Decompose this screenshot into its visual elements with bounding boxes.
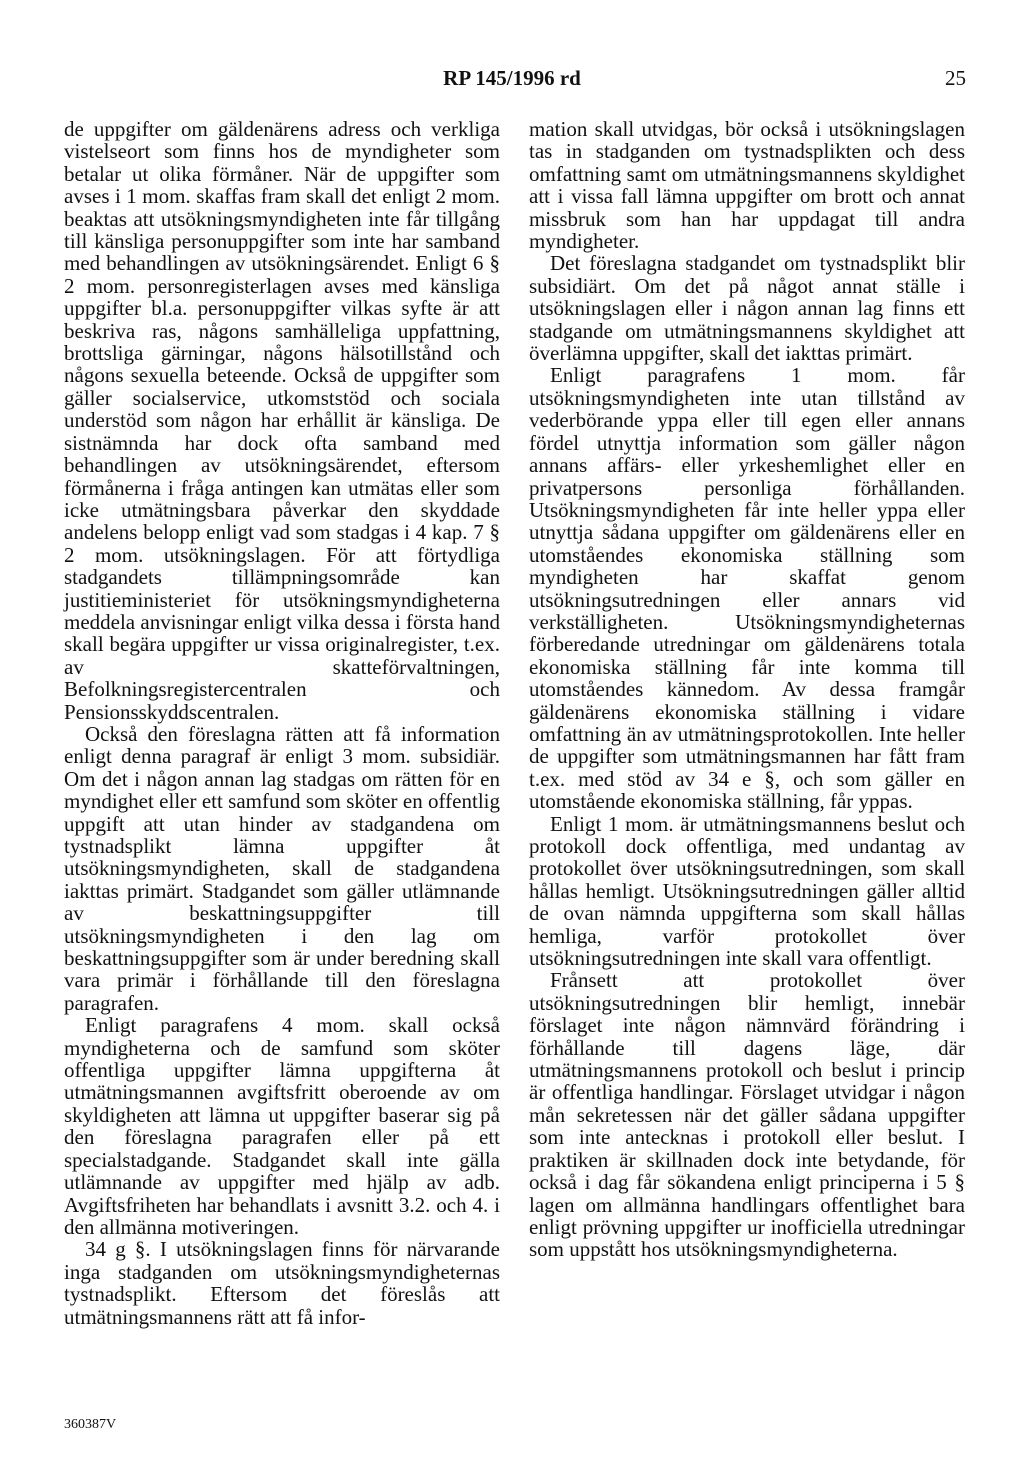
left-paragraph-1: de uppgifter om gäldenärens adress och verkliga vistelseort som finns hos de myndigheter som betalar ut olika förmåner. När de uppgifter som avses i 1 mom. skaffas fram skall det enligt 2 mom. beaktas att utsökningsmyndigheten inte får tillgång till känsliga personuppgifter som inte har samband med behandlingen av utsökningsärendet. Enligt 6 § 2 mom. personregisterlagen avses med känsliga uppgifter bl.a. personuppgifter vilkas syfte är att beskriva ras, någons samhälleliga uppfattning, brottsliga gärningar, någons hälsotillstånd och någons sexuella beteende. Också de uppgifter som gäller socialservice, utkomststöd och sociala understöd som någon har erhållit är känsliga. De sistnämnda har dock ofta samband med behandlingen av utsökningsärendet, eftersom förmånerna i fråga antingen kan utmätas eller som icke utmätningsbara påverkar den skyddade andelens belopp enligt vad som stadgas i 4 kap. 7 § 2 mom. utsökningslagen. För att förtydliga stadgandets tillämpningsområde kan justitieministeriet för utsökningsmyndigheterna meddela anvisningar enligt vilka dessa i första hand skall begära uppgifter ur vissa originalregister, t.ex. av skatteförvaltningen, Befolkningsregistercentralen och Pensionsskyddscentralen. (64, 117, 500, 724)
right-paragraph-4: Enligt 1 mom. är utmätningsmannens beslut och protokoll dock offentliga, med undantag av protokollet över utsökningsutredningen, som skall hållas hemligt. Utsökningsutredningen gäller alltid de ovan nämnda uppgifterna som skall hållas hemliga, varför protokollet över utsökningsutredningen inte skall vara offentligt. (529, 811, 965, 971)
page-header-title: RP 145/1996 rd (443, 66, 581, 90)
right-paragraph-3: Enligt paragrafens 1 mom. får utsökningsmyndigheten inte utan tillstånd av vederbörande yppa eller till egen eller annans fördel utnyttja information som gäller någon annans affärs- eller yrkeshemlighet eller en privatpersons personliga förhållanden. Utsökningsmyndigheten får inte heller yppa eller utnyttja sådana uppgifter om gäldenärens eller en utomståendes ekonomiska ställning som myndigheten har skaffat genom utsökningsutredningen eller annars vid verkställigheten. Utsökningsmyndigheternas förberedande utredningar om gäldenärens totala ekonomiska ställning får inte komma till utomståendes kännedom. Av dessa framgår gäldenärens ekonomiska ställning i vidare omfattning än av utmätningsprotokollen. Inte heller de uppgifter som utmätningsmannen har fått fram t.ex. med stöd av 34 e §, och som gäller en utomstående ekonomiska ställning, får yppas. (529, 363, 965, 814)
left-text-column (64, 118, 500, 1328)
right-paragraph-1: mation skall utvidgas, bör också i utsökningslagen tas in stadganden om tystnadsplikten och dess omfattning samt om utmätningsmannens skyldighet att i vissa fall lämna uppgifter om brott och annat missbruk som han har uppdagat till andra myndigheter. (529, 117, 965, 254)
right-paragraph-2: Det föreslagna stadgandet om tystnadsplikt blir subsidiärt. Om det på något annat ställe i utsökningslagen eller i någon annan lag finns ett stadgande om utmätningsmannens skyldighet att överlämna uppgifter, skall det iakttas primärt. (529, 251, 965, 366)
document-code: 360387V (64, 1417, 117, 1432)
left-paragraph-4: 34 g §. I utsökningslagen finns för närvarande inga stadganden om utsökningsmyndigheternas tystnadsplikt. Eftersom det föreslås att utmätningsmannens rätt att få infor- (64, 1237, 500, 1329)
right-paragraph-5: Frånsett att protokollet över utsökningsutredningen blir hemligt, innebär förslaget inte någon nämnvärd förändring i förhållande till dagens läge, där utmätningsmannens protokoll och beslut i princip är offentliga handlingar. Förslaget utvidgar i någon mån sekretessen när det gäller sådana uppgifter som inte antecknas i protokoll eller beslut. I praktiken är skillnaden dock inte betydande, för också i dag får sökandena enligt principerna i 5 § lagen om allmänna handlingars offentlighet bara enligt prövning uppgifter ur inofficiella utredningar som uppstått hos utsökningsmyndigheterna. (529, 968, 965, 1262)
page-number: 25 (945, 66, 966, 90)
right-text-column (529, 118, 965, 1261)
left-paragraph-3: Enligt paragrafens 4 mom. skall också myndigheterna och de samfund som sköter offentliga uppgifter lämna uppgifterna åt utmätningsmannen avgiftsfritt oberoende av om skyldigheten att lämna ut uppgifter baserar sig på den föreslagna paragrafen eller på ett specialstadgande. Stadgandet skall inte gälla utlämnande av uppgifter med hjälp av adb. Avgiftsfriheten har behandlats i avsnitt 3.2. och 4. i den allmänna motiveringen. (64, 1013, 500, 1239)
left-paragraph-2: Också den föreslagna rätten att få information enligt denna paragraf är enligt 3 mom. subsidiär. Om det i någon annan lag stadgas om rätten för en myndighet eller ett samfund som sköter en offentlig uppgift att utan hinder av stadgandena om tystnadsplikt lämna uppgifter åt utsökningsmyndigheten, skall de stadgandena iakttas primärt. Stadgandet som gäller utlämnande av beskattningsuppgifter till utsökningsmyndigheten i den lag om beskattningsuppgifter som är under beredning skall vara primär i förhållande till den föreslagna paragrafen. (64, 721, 500, 1015)
